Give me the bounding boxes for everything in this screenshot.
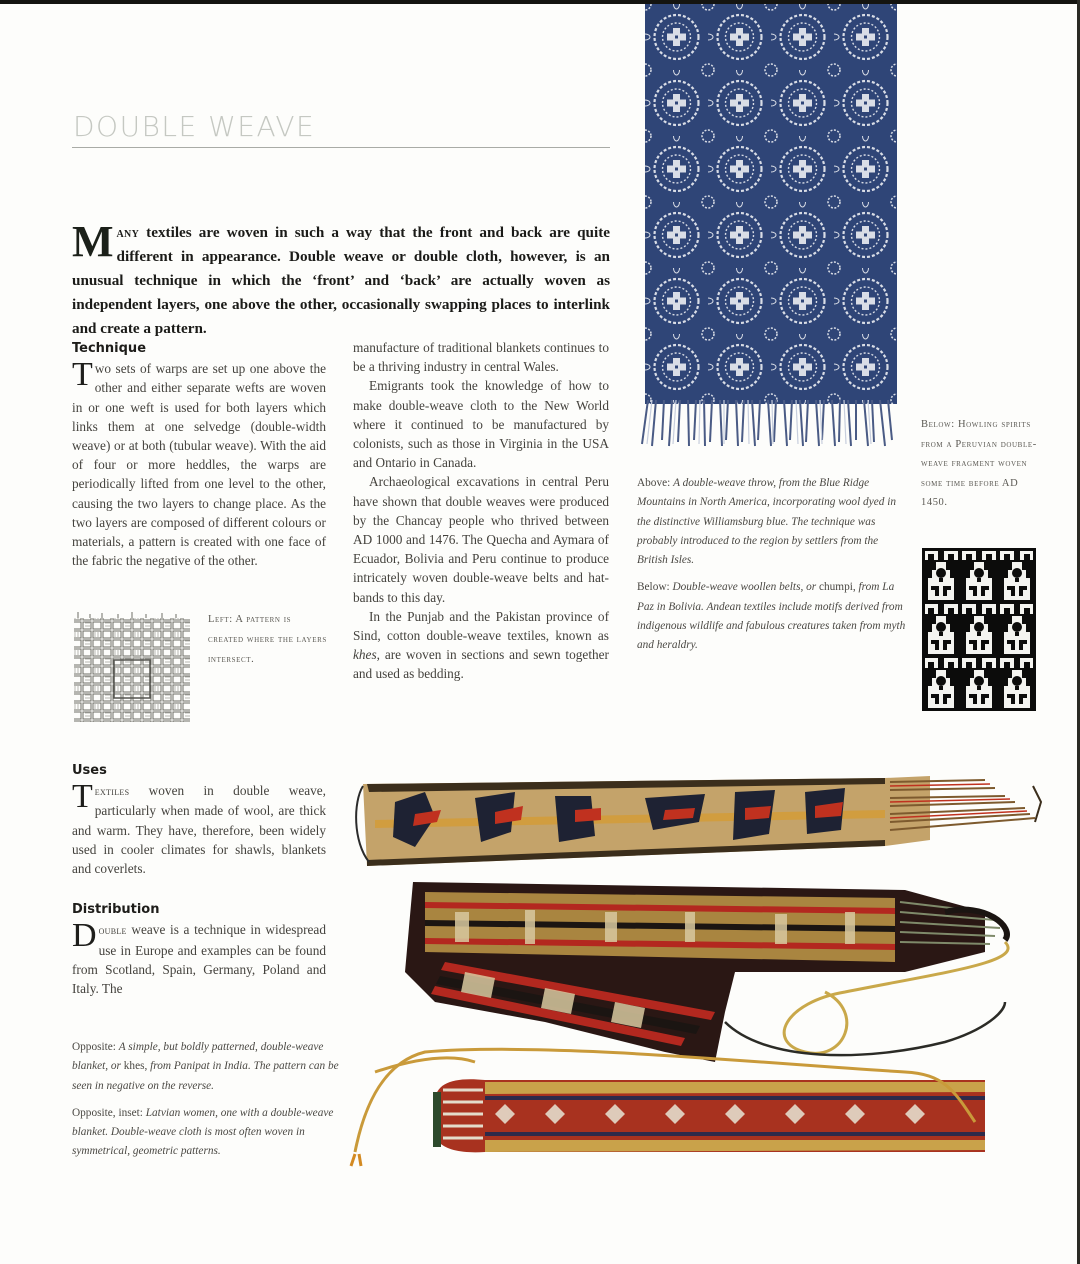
- distribution-smallcaps: ouble: [98, 923, 127, 938]
- col2-paragraph-3: Archaeological excavations in central Peru have shown that double weaves were produced by the Chancay people who thrived between AD 1000 and 1476. The Quecha and Aymara of Ecuador, Bolivia and Peru continue to produce intricately woven double-weave belts and hat-bands to this day.: [353, 474, 609, 605]
- belt-top: [356, 776, 1041, 866]
- bolivian-chumpi-belts-photo: [345, 762, 1055, 1172]
- technique-body: [72, 356, 326, 570]
- page-top-edge: [0, 0, 1080, 4]
- caption-inset-label: Opposite, inset:: [72, 1106, 146, 1119]
- col2-paragraph-4: [353, 607, 609, 684]
- caption-inset-text: Latvian women, one with a double-weave blanket. Double-weave cloth is most often woven in symmetrical, geometric patterns.: [72, 1106, 334, 1158]
- uses-text: woven in double weave, particularly when made of wool, are thick and warm. They have, therefore, been widely used in cooler climates for shawls, blankets and coverlets.: [72, 783, 326, 877]
- distribution-body: [72, 917, 326, 998]
- col2-paragraph-1: manufacture of traditional blankets continues to be a thriving industry in central Wales.: [353, 340, 609, 375]
- spirits-caption: Below: Howling spirits from a Peruvian double-weave fragment woven some time before AD 1450.: [921, 419, 1037, 508]
- title-rule: [72, 147, 610, 148]
- belt-middle: [405, 882, 1008, 1062]
- col2-p4-text-a: In the Punjab and the Pakistan province of Sind, cotton double-weave textiles, known as: [353, 608, 609, 644]
- intro-smallcaps: any: [116, 225, 140, 240]
- col2-paragraph-2: Emigrants took the knowledge of how to make double-weave cloth to the New World where it continued to be manufactured by colonists, such as those in Virginia in the USA and Ontario in Canada.: [353, 378, 609, 471]
- technique-dropcap: T: [72, 356, 93, 394]
- technique-heading: Technique: [72, 341, 147, 356]
- uses-body: [72, 778, 326, 878]
- caption-below-text-a: Double-weave woollen belts, or: [672, 581, 819, 594]
- uses-heading: Uses: [72, 763, 107, 778]
- col2-p4-text-b: , are woven in sections and sewn together and used as bedding.: [353, 647, 609, 682]
- technique-section: [72, 339, 326, 570]
- caption-opposite-text-b: from Panipat in India. The pattern can be seen in negative on the reverse.: [72, 1060, 339, 1092]
- blue-double-weave-throw-photo: [645, 4, 897, 404]
- belt-bottom: [351, 1049, 985, 1166]
- intro-dropcap: M: [72, 217, 114, 266]
- weave-diagram: [72, 612, 194, 724]
- diagram-caption: Left: A pattern is created where the layers intersect.: [208, 614, 327, 665]
- technique-text: wo sets of warps are set up one above the other and either separate wefts are woven in or one weft is used for both layers which links them at one selvedge (double-width weave) or at both (tubular weave). With the aid of four or more heddles, the warps are periodically lifted from one level to the other, causing the two layers to change place. As the two layers are composed of different colours or materials, a pattern is created with one face of the fabric the negative of the other.: [72, 361, 326, 569]
- uses-smallcaps: extiles: [94, 784, 130, 799]
- column-two: [353, 338, 609, 684]
- intro-paragraph: [72, 217, 610, 341]
- caption-opposite-blanket: [72, 1038, 342, 1096]
- caption-opposite-text-a: A simple, but boldly patterned, double-weave blanket, or: [72, 1041, 324, 1073]
- caption-below-text-b: from La Paz in Bolivia. Andean textiles include motifs derived from indigenous wildlife and fabulous creatures taken from myth and heraldry.: [637, 581, 906, 652]
- caption-below-label: Below:: [637, 581, 673, 594]
- caption-below-chumpi: chumpi,: [819, 581, 856, 594]
- blanket-fringe: [636, 400, 900, 448]
- caption-above: [637, 474, 907, 570]
- caption-opposite: [72, 1038, 342, 1170]
- caption-opposite-label: Opposite:: [72, 1041, 119, 1053]
- caption-opposite-khes: khes,: [123, 1060, 148, 1073]
- page-title: DOUBLE WEAVE: [73, 110, 316, 143]
- caption-opposite-inset: [72, 1104, 342, 1162]
- distribution-heading: Distribution: [72, 902, 160, 918]
- howling-spirits-fragment-image: [922, 548, 1036, 711]
- intro-text: textiles are woven in such a way that the front and back are quite different in appearance. Double weave or double cloth, however, is an unusual technique in which the ‘front’ and ‘back’ are actually woven as independent layers, one above the other, occasionally swapping places to interlink and create a pattern.: [72, 224, 610, 337]
- uses-dropcap: T: [72, 778, 93, 816]
- uses-distribution-section: [72, 761, 326, 998]
- caption-above-below: [637, 474, 907, 664]
- caption-above-text: A double-weave throw, from the Blue Ridge Mountains in North America, incorporating wool dyed in the distinctive Williamsburg blue. The technique was probably introduced to the region by settlers from the British Isles.: [637, 477, 896, 567]
- caption-above-label: Above:: [637, 477, 674, 489]
- distribution-text: weave is a technique in widespread use in Europe and examples can be found from Scotland, Spain, Germany, Poland and Italy. The: [72, 922, 326, 997]
- col2-p4-khes: khes: [353, 647, 377, 663]
- caption-below: [637, 578, 907, 655]
- distribution-dropcap: D: [72, 917, 97, 955]
